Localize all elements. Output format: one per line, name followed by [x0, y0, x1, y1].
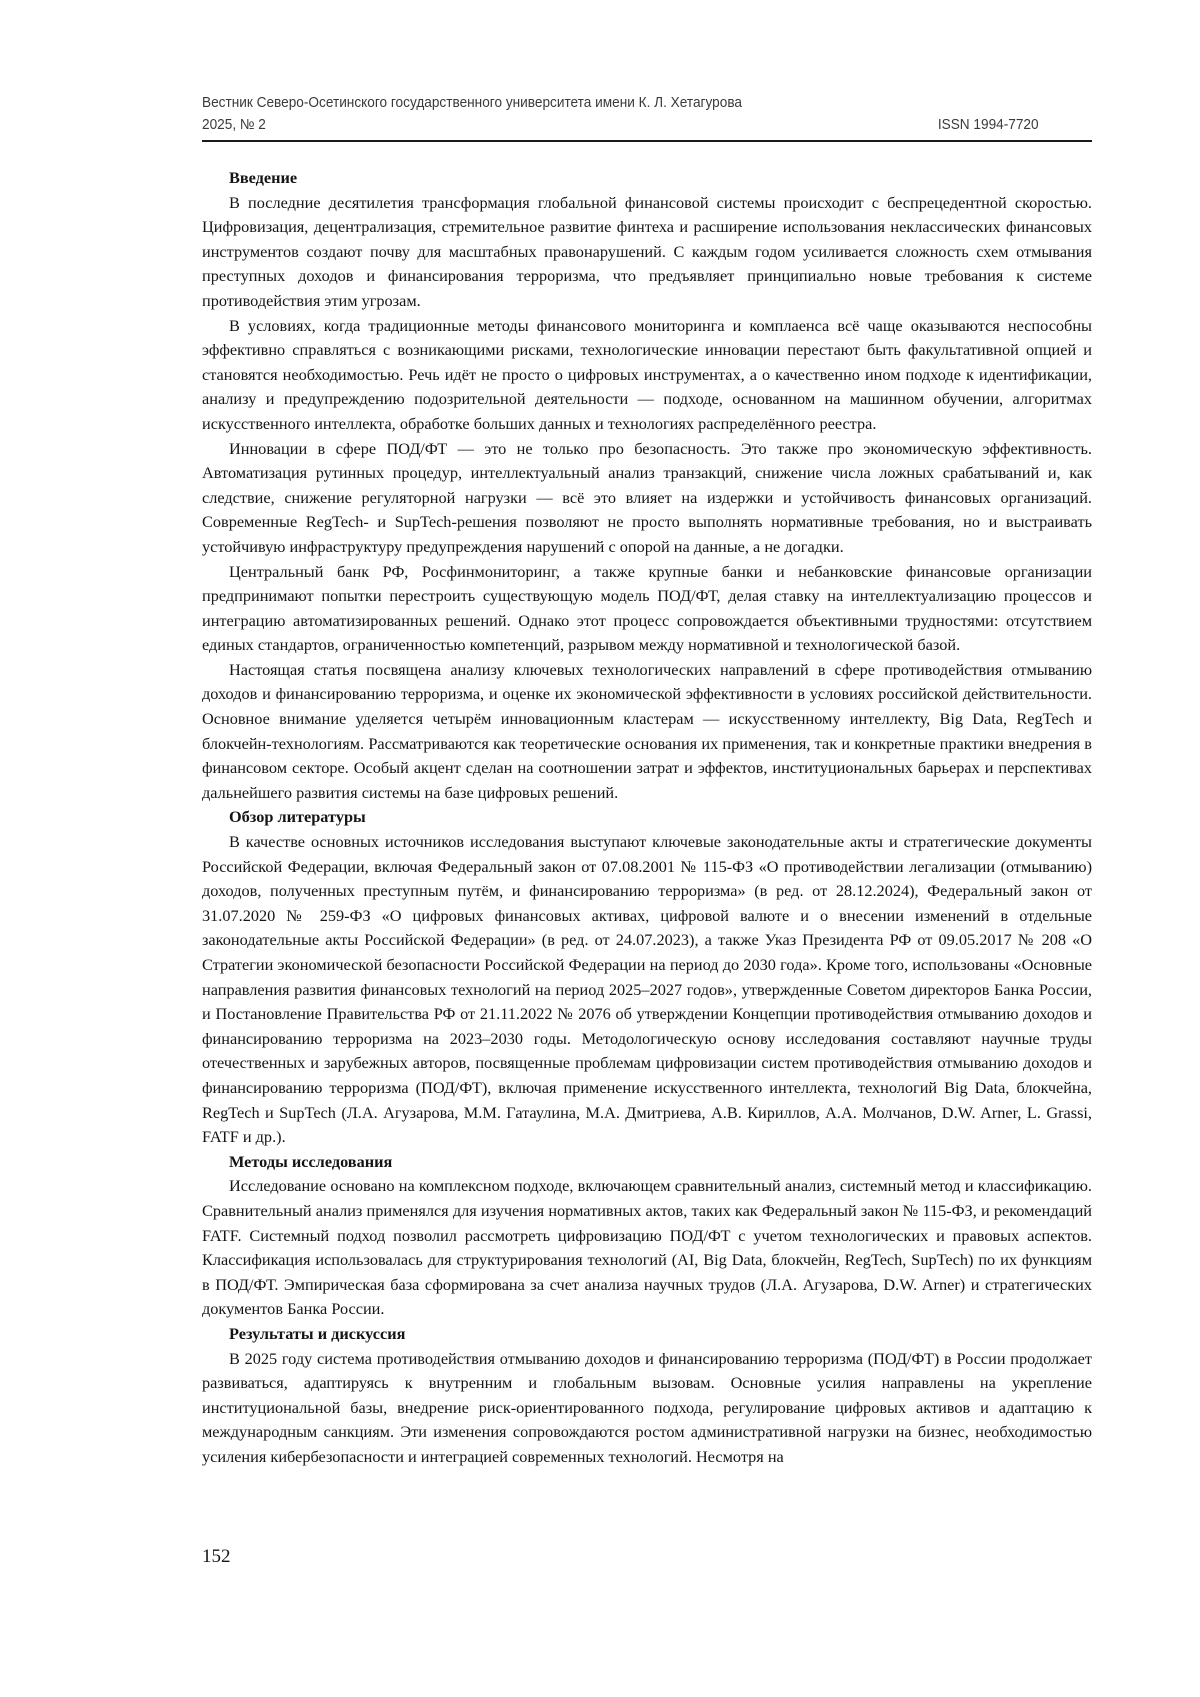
paragraph: В 2025 году система противодействия отмыванию доходов и финансированию терроризма (ПОД/ФТ) в России продолжает развиваться, адаптируясь к внутренним и глобальным вызовам. Основные усилия направлены на укрепление институциональной базы, внедрение риск-ориентированного подхода, регулирование цифровых активов и адаптацию к международным санкциям. Эти изменения сопровождаются ростом административной нагрузки на бизнес, необходимостью усиления кибербезопасности и интеграцией современных технологий. Несмотря на: [202, 1348, 1092, 1466]
page-number: 152: [202, 1546, 231, 1567]
paragraph: В последние десятилетия трансформация глобальной финансовой системы происходит с беспрецедентной скоростью. Цифровизация, децентрализация, стремительное развитие финтеха и расширение использования неклассических финансовых инструментов создают почву для масштабных правонарушений. С каждым годом усиливается сложность схем отмывания преступных доходов и финансирования терроризма, что предъявляет принципиально новые требования к системе противодействия этим угрозам.: [202, 192, 1092, 310]
heading-methods: Методы исследования: [229, 1151, 393, 1171]
issue-number: 2025, № 2: [202, 117, 266, 133]
paragraph: В условиях, когда традиционные методы финансового мониторинга и комплаенса всё чаще оказываются неспособны эффективно справляться с возникающими рисками, технологические инновации перестают быть факультативной опцией и становятся необходимостью. Речь идёт не просто о цифровых инструментах, а о качественно ином подходе к идентификации, анализу и предупреждению подозрительной деятельности — подходе, основанном на машинном обучении, алгоритмах искусственного интеллекта, обработке больших данных и технологиях распределённого реестра.: [202, 315, 1092, 433]
paragraph: Центральный банк РФ, Росфинмониторинг, а также крупные банки и небанковские финансовые организации предпринимают попытки перестроить существующую модель ПОД/ФТ, делая ставку на интеллектуализацию процессов и интеграцию автоматизированных решений. Однако этот процесс сопровождается объективными трудностями: отсутствием единых стандартов, ограниченностью компетенций, разрывом между нормативной и технологической базой.: [202, 561, 1092, 655]
journal-title: Вестник Северо-Осетинского государственного университета имени К. Л. Хетагурова: [202, 95, 743, 111]
heading-literature-review: Обзор литературы: [229, 807, 366, 827]
article-body: [202, 166, 1092, 1469]
running-header: [202, 92, 1039, 136]
paragraph: В качестве основных источников исследования выступают ключевые законодательные акты и стратегические документы Российской Федерации, включая Федеральный закон от 07.08.2001 № 115-ФЗ «О противодействии легализации (отмыванию) доходов, полученных преступным путём, и финансированию терроризма» (в ред. от 28.12.2024), Федеральный закон от 31.07.2020 № 259-ФЗ «О цифровых финансовых активах, цифровой валюте и о внесении изменений в отдельные законодательные акты Российской Федерации» (в ред. от 24.07.2023), а также Указ Президента РФ от 09.05.2017 № 208 «О Стратегии экономической безопасности Российской Федерации на период до 2030 года». Кроме того, использованы «Основные направления развития финансовых технологий на период 2025–2027 годов», утвержденные Советом директоров Банка России, и Постановление Правительства РФ от 21.11.2022 № 2076 об утверждении Концепции противодействия отмыванию доходов и финансированию терроризма на 2023–2030 годы. Методологическую основу исследования составляют научные труды отечественных и зарубежных авторов, посвященные проблемам цифровизации систем противодействия отмыванию доходов и финансированию терроризма (ПОД/ФТ), включая применение искусственного интеллекта, технологий Big Data, блокчейна, RegTech и SupTech (Л.А. Агузарова, М.М. Гатаулина, М.А. Дмитриева, А.В. Кириллов, А.А. Молчанов, D.W. Arner, L. Grassi, FATF и др.).: [202, 832, 1092, 1147]
issn: ISSN 1994-7720: [937, 117, 1039, 133]
paragraph: Настоящая статья посвящена анализу ключевых технологических направлений в сфере противодействия отмыванию доходов и финансированию терроризма, и оценке их экономической эффективности в условиях российской действительности. Основное внимание уделяется четырём инновационным кластерам — искусственному интеллекту, Big Data, RegTech и блокчейн-технологиям. Рассматриваются как теоретические основания их применения, так и конкретные практики внедрения в финансовом секторе. Особый акцент сделан на соотношении затрат и эффектов, институциональных барьерах и перспективах дальнейшего развития системы на базе цифровых решений.: [202, 659, 1092, 802]
paragraph: Исследование основано на комплексном подходе, включающем сравнительный анализ, системный метод и классификацию. Сравнительный анализ применялся для изучения нормативных актов, таких как Федеральный закон № 115-ФЗ, и рекомендаций FATF. Системный подход позволил рассмотреть цифровизацию ПОД/ФТ с учетом технологических и правовых аспектов. Классификация использовалась для структурирования технологий (AI, Big Data, блокчейн, RegTech, SupTech) по их функциям в ПОД/ФТ. Эмпирическая база сформирована за счет анализа научных трудов (Л.А. Агузарова, D.W. Arner) и стратегических документов Банка России.: [202, 1176, 1092, 1319]
header-rule: [202, 140, 1092, 142]
paragraph: Инновации в сфере ПОД/ФТ — это не только про безопасность. Это также про экономическую эффективность. Автоматизация рутинных процедур, интеллектуальный анализ транзакций, снижение числа ложных срабатываний и, как следствие, снижение регуляторной нагрузки — всё это влияет на издержки и устойчивость финансовых организаций. Современные RegTech- и SupTech-решения позволяют не просто выполнять нормативные требования, но и выстраивать устойчивую инфраструктуру предупреждения нарушений с опорой на данные, а не догадки.: [202, 438, 1092, 556]
heading-results: Результаты и дискуссия: [229, 1323, 406, 1343]
header-issue-row: [202, 114, 1039, 136]
heading-introduction: Введение: [229, 168, 298, 187]
